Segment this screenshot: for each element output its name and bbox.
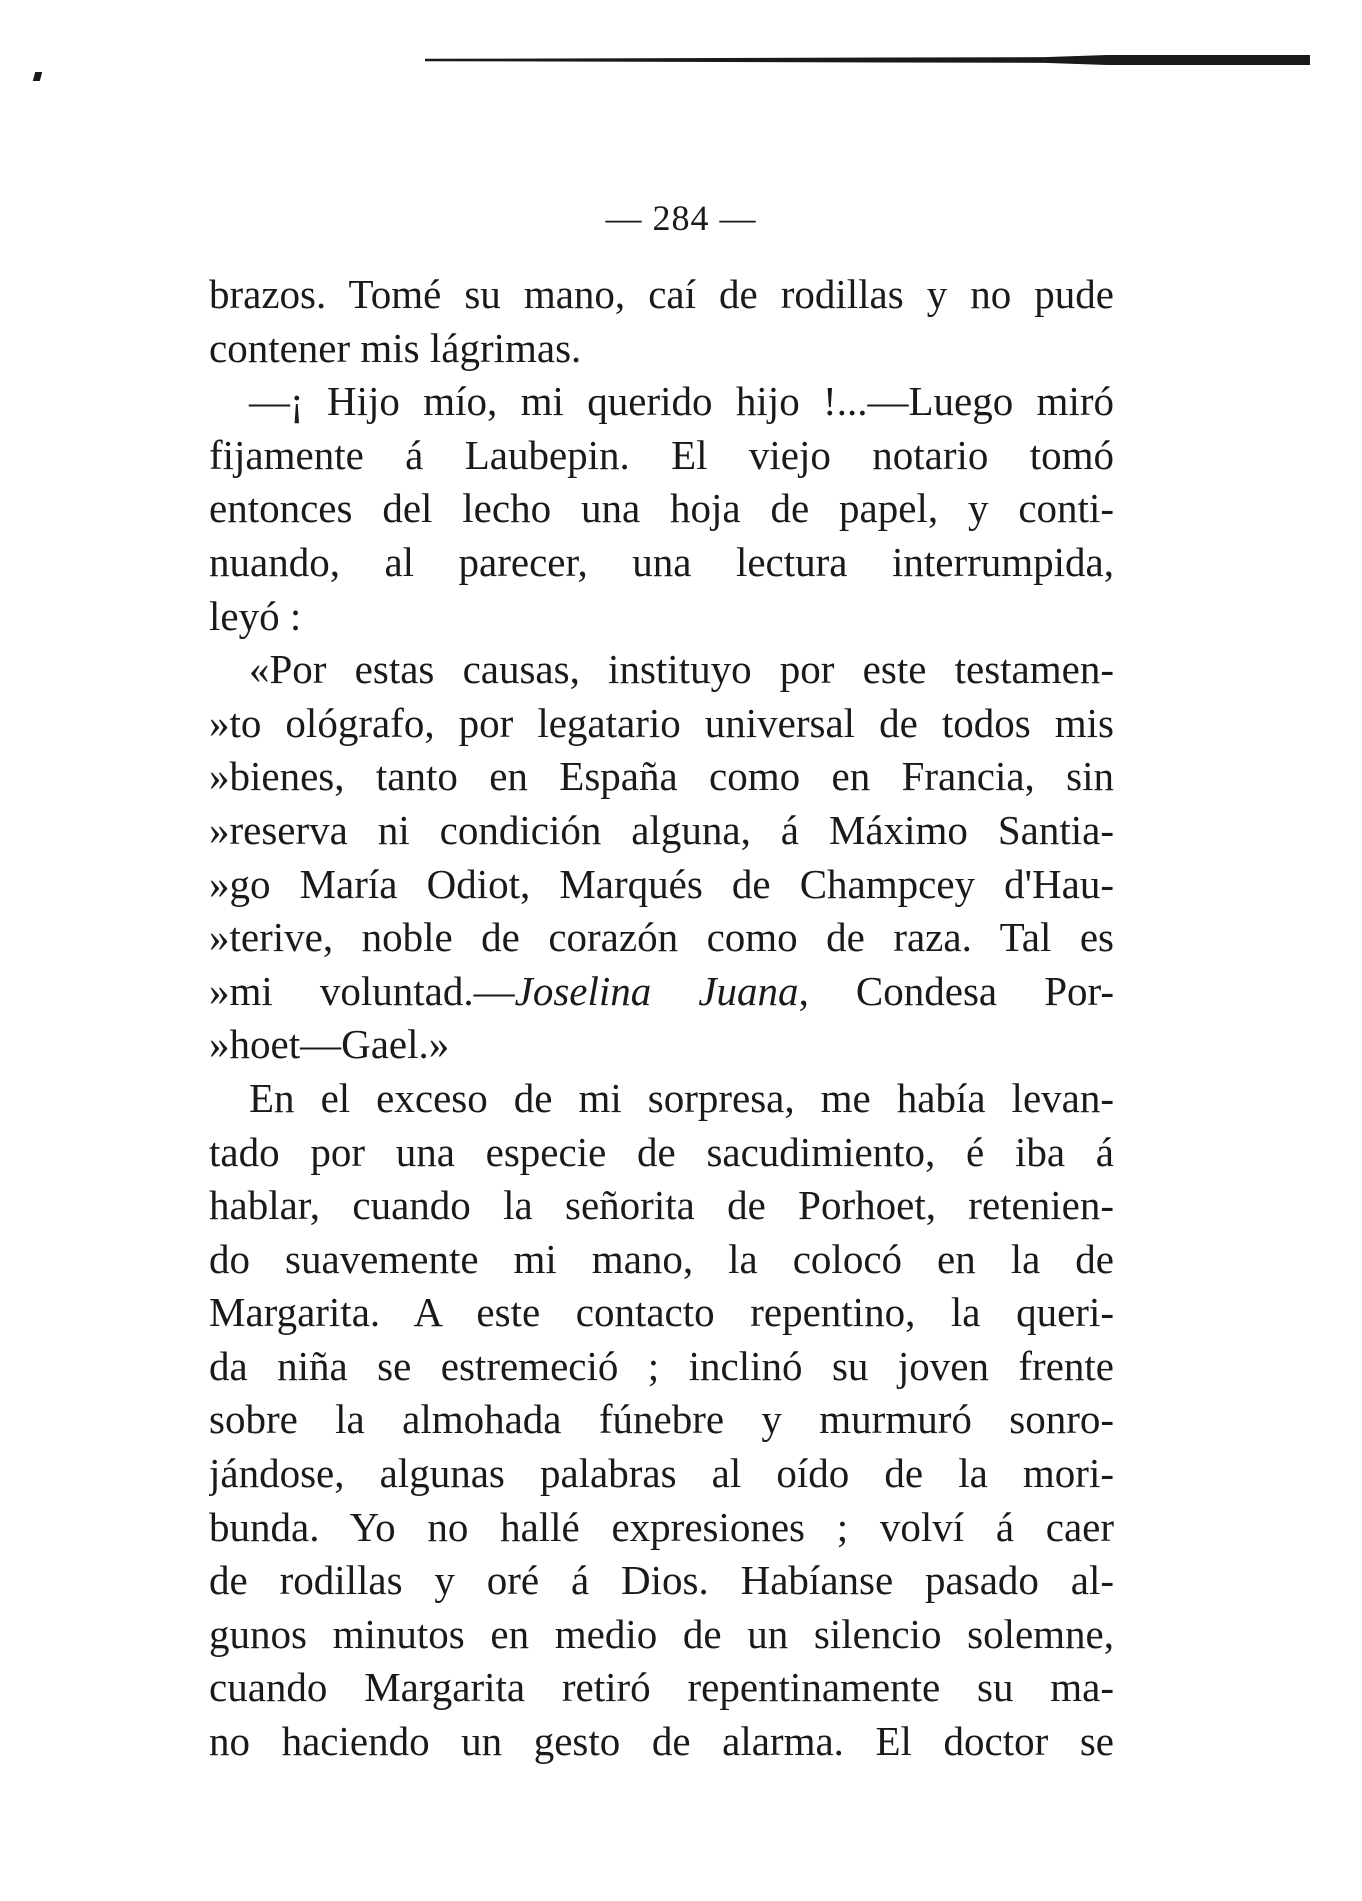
signature-before: »mi voluntad.— xyxy=(209,967,515,1014)
signature-after: , Condesa Por- xyxy=(798,967,1114,1014)
top-rule xyxy=(425,48,1310,72)
signature-line xyxy=(209,965,1114,1019)
text-line: jándose, algunas palabras al oído de la mori- xyxy=(209,1450,1114,1497)
text-line: nuando, al parecer, una lectura interrumpida, xyxy=(209,538,1114,585)
text-line: contener mis lágrimas. xyxy=(209,324,582,371)
text-line: entonces del lecho una hoja de papel, y conti- xyxy=(209,485,1114,532)
text-line: hablar, cuando la señorita de Porhoet, retenien- xyxy=(209,1182,1114,1229)
text-line: de rodillas y oré á Dios. Habíanse pasado al- xyxy=(209,1557,1114,1604)
text-line: »bienes, tanto en España como en Francia, sin xyxy=(209,753,1114,800)
signature-name: Joselina Juana xyxy=(514,967,799,1014)
text-line: »to ológrafo, por legatario universal de todos mis xyxy=(209,699,1114,746)
text-line: no haciendo un gesto de alarma. El doctor se xyxy=(209,1718,1114,1765)
corner-mark xyxy=(33,72,42,81)
text-line: sobre la almohada fúnebre y murmuró sonro- xyxy=(209,1396,1114,1443)
text-line: da niña se estremeció ; inclinó su joven frente xyxy=(209,1342,1114,1389)
text-line: «Por estas causas, instituyo por este testamen- xyxy=(249,646,1114,693)
text-line: bunda. Yo no hallé expresiones ; volví á caer xyxy=(209,1503,1114,1550)
text-line: »terive, noble de corazón como de raza. Tal es xyxy=(209,914,1114,961)
text-line: »go María Odiot, Marqués de Champcey d'Hau- xyxy=(209,860,1114,907)
text-line: gunos minutos en medio de un silencio solemne, xyxy=(209,1610,1114,1657)
text-line: —¡ Hijo mío, mi querido hijo !...—Luego miró xyxy=(249,378,1114,425)
text-line: brazos. Tomé su mano, caí de rodillas y no pude xyxy=(209,271,1114,317)
text-line: fijamente á Laubepin. El viejo notario tomó xyxy=(209,431,1114,478)
text-line: »reserva ni condición alguna, á Máximo Santia- xyxy=(209,806,1114,853)
text-line: Margarita. A este contacto repentino, la queri- xyxy=(209,1289,1114,1336)
text-line: do suavemente mi mano, la colocó en la de xyxy=(209,1235,1114,1282)
page-number: — 284 — xyxy=(605,198,757,238)
text-line: cuando Margarita retiró repentinamente su ma- xyxy=(209,1664,1114,1711)
text-line: En el exceso de mi sorpresa, me había levan- xyxy=(249,1074,1114,1121)
text-line: leyó : xyxy=(209,592,302,639)
body-text xyxy=(209,268,1114,1769)
text-line: »hoet—Gael.» xyxy=(209,1021,450,1068)
text-line: tado por una especie de sacudimiento, é iba á xyxy=(209,1128,1114,1175)
